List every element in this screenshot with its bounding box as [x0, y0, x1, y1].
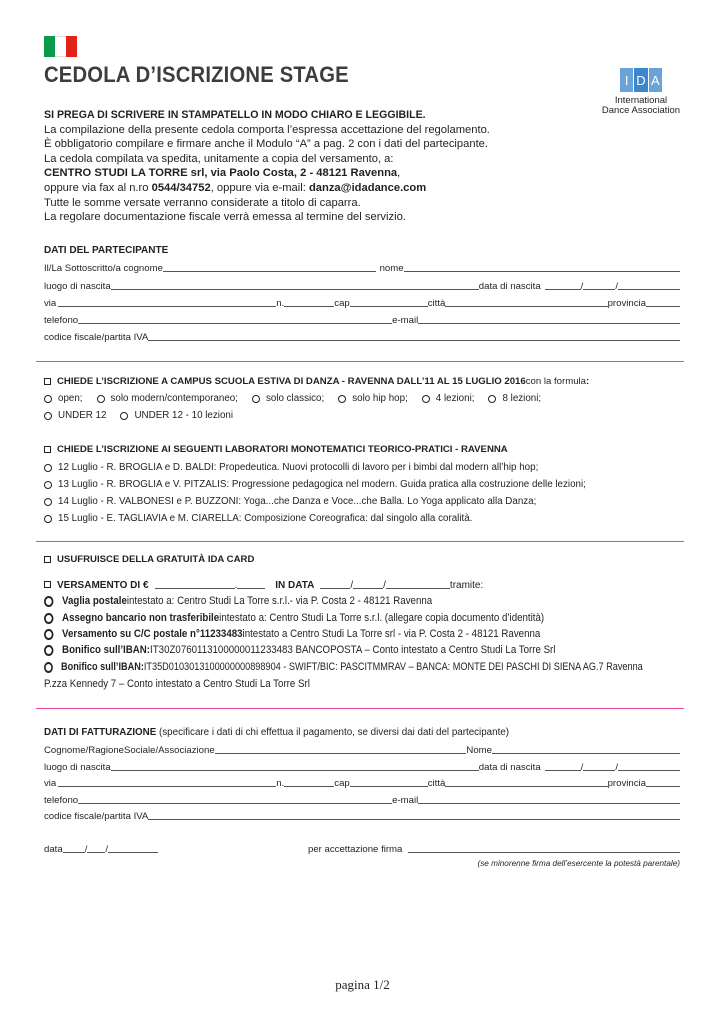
campus-options-row2 [44, 410, 233, 421]
birth-day-field[interactable] [545, 289, 581, 290]
billing-street-label: via [44, 778, 57, 789]
checkbox-icon[interactable] [44, 556, 51, 563]
surname-label: Il/La Sottoscritto/a cognome [44, 263, 163, 274]
intro-block [44, 105, 684, 225]
address-text: CENTRO STUDI LA TORRE srl, via Paolo Costa, 2 - 48121 Ravenna [44, 167, 398, 180]
flag-white-stripe [55, 36, 66, 57]
campus-heading-colon: : [586, 376, 590, 387]
address-end: , [397, 167, 401, 180]
divider [36, 708, 684, 709]
labs-heading [44, 444, 508, 455]
billing-street-field[interactable] [58, 786, 276, 787]
lab-item [44, 462, 538, 473]
checkbox-icon[interactable] [44, 446, 51, 453]
billing-taxcode-label: codice fiscale/partita IVA [44, 811, 149, 822]
option-open[interactable]: open; [58, 393, 83, 404]
email-field[interactable] [418, 323, 680, 324]
signature-date-row [44, 841, 166, 855]
payment-method [44, 595, 432, 607]
city-field[interactable] [445, 306, 607, 307]
logo-letter: D [633, 68, 648, 92]
method-name[interactable]: Assegno bancario non trasferibile [62, 612, 220, 624]
billing-province-field[interactable] [646, 786, 680, 787]
billing-zip-label: cap [334, 778, 350, 789]
email-label: e-mail [392, 315, 419, 326]
participant-heading: DATI DEL PARTECIPANTE [44, 245, 169, 256]
participant-row-name [44, 260, 680, 274]
sign-year-field[interactable] [108, 852, 158, 853]
slash: / [383, 580, 386, 591]
flag-green-stripe [44, 36, 55, 57]
intro-line: Tutte le somme versate verranno considerate a titolo di caparra. [44, 196, 361, 209]
participant-row-address [44, 295, 680, 309]
radio-icon[interactable] [44, 629, 53, 640]
fax-label: oppure via fax al n.ro [44, 181, 152, 194]
campus-heading-suffix: con la formula [525, 376, 586, 387]
slash: / [350, 580, 354, 591]
birthdate-label: data di nascita [478, 281, 541, 292]
participant-row-taxcode [44, 329, 680, 343]
radio-icon[interactable] [44, 596, 53, 607]
payment-amount-row [44, 577, 504, 591]
sign-month-field[interactable] [87, 852, 105, 853]
payment-method-continuation: P.zza Kennedy 7 – Conto intestato a Centro Studi La Torre Srl [44, 678, 310, 690]
billing-birth-day-field[interactable] [545, 770, 581, 771]
intro-address [44, 166, 684, 181]
option-8-lezioni[interactable]: 8 lezioni; [502, 393, 542, 404]
billing-birthplace-label: luogo di nascita [44, 762, 111, 773]
phone-label: telefono [44, 315, 79, 326]
flag-red-stripe [66, 36, 77, 57]
billing-row-name [44, 742, 680, 756]
billing-number-field[interactable] [284, 786, 334, 787]
labs-heading-text: CHIEDE L’ISCRIZIONE AI SEGUENTI LABORATORI MONOTEMATICI TEORICO-PRATICI - RAVENNA [57, 444, 508, 455]
method-name[interactable]: Vaglia postale [62, 595, 127, 607]
lab-item-text[interactable]: 12 Luglio - R. BROGLIA e D. BALDI: Propedeutica. Nuovi protocolli di lavoro per i bimbi dal modern all’hip hop; [58, 462, 539, 473]
billing-name-label: Nome [466, 745, 492, 756]
birthplace-label: luogo di nascita [44, 281, 111, 292]
participant-row-contact [44, 312, 680, 326]
street-field[interactable] [58, 306, 276, 307]
radio-icon[interactable] [422, 395, 430, 403]
payment-method [44, 612, 544, 624]
radio-icon[interactable] [44, 464, 52, 472]
taxcode-label: codice fiscale/partita IVA [44, 332, 149, 343]
option-modern[interactable]: solo modern/contemporaneo; [110, 393, 238, 404]
option-under12-10[interactable]: UNDER 12 - 10 lezioni [134, 410, 234, 421]
phone-field[interactable] [78, 323, 392, 324]
pay-month-field[interactable] [353, 588, 383, 589]
method-detail: IT35D0103013100000000898904 - SWIFT/BIC: PASCITMMRAV – BANCA: MONTE DEI PASCHI DI SIENA AG.7 Ravenna [143, 661, 643, 673]
billing-phone-field[interactable] [78, 803, 392, 804]
province-field[interactable] [646, 306, 680, 307]
billing-heading-note: (specificare i dati di chi effettua il pagamento, se diversi dai dati del partecipante) [156, 727, 509, 738]
radio-icon[interactable] [338, 395, 346, 403]
city-label: città [427, 298, 446, 309]
lab-item [44, 513, 472, 524]
billing-row-contact [44, 792, 680, 806]
billing-phone-label: telefono [44, 795, 79, 806]
method-detail: intestato a: Centro Studi La Torre s.r.l. (allegare copia documento d’identità) [219, 612, 545, 624]
billing-heading-text: DATI DI FATTURAZIONE [44, 727, 157, 738]
method-detail: intestato a Centro Studi La Torre srl - via P. Costa 2 - 48121 Ravenna [242, 628, 541, 640]
method-detail: intestato a: Centro Studi La Torre s.r.l.- via P. Costa 2 - 48121 Ravenna [126, 595, 433, 607]
amount-dot: . [234, 580, 238, 591]
billing-birth-year-field[interactable] [618, 770, 680, 771]
billing-name-field[interactable] [492, 753, 680, 754]
checkbox-icon[interactable] [44, 581, 51, 588]
billing-surname-label: Cognome/RagioneSociale/Associazione [44, 745, 215, 756]
radio-icon[interactable] [44, 395, 52, 403]
slash: / [84, 844, 88, 855]
zip-field[interactable] [350, 306, 428, 307]
intro-line: La cedola compilata va spedita, unitamente a copia del versamento, a: [44, 152, 394, 165]
slash: / [580, 762, 584, 773]
billing-birthdate-label: data di nascita [478, 762, 541, 773]
signature-row [308, 841, 680, 855]
slash: / [615, 281, 618, 292]
taxcode-field[interactable] [148, 340, 680, 341]
logo-letter: A [649, 68, 662, 92]
page-number: pagina 1/2 [335, 977, 390, 992]
birthplace-field[interactable] [111, 289, 479, 290]
ida-card-option [44, 554, 254, 565]
date-label: IN DATA [275, 580, 315, 591]
radio-icon[interactable] [44, 662, 53, 673]
birth-month-field[interactable] [583, 289, 615, 290]
amount-decimals-field[interactable] [237, 588, 265, 589]
campus-heading-text: CHIEDE L’ISCRIZIONE A CAMPUS SCUOLA ESTIVA DI DANZA - RAVENNA DALL’11 AL 15 LUGLIO 2016 [57, 376, 526, 387]
radio-icon[interactable] [44, 515, 52, 523]
radio-icon[interactable] [488, 395, 496, 403]
slash: / [105, 844, 109, 855]
slash: / [615, 762, 618, 773]
option-classico[interactable]: solo classico; [265, 393, 325, 404]
radio-icon[interactable] [44, 645, 53, 656]
billing-zip-field[interactable] [350, 786, 428, 787]
lab-item-text[interactable]: 15 Luglio - E. TAGLIAVIA e M. CIARELLA: Composizione Coreografica: dal singolo alla coralità. [58, 513, 473, 524]
email-address[interactable]: danza@idadance.com [308, 181, 427, 194]
zip-label: cap [334, 298, 350, 309]
pay-year-field[interactable] [386, 588, 450, 589]
billing-surname-field[interactable] [215, 753, 467, 754]
province-label: provincia [607, 298, 646, 309]
logo-line1: International [614, 95, 668, 106]
payment-method [44, 644, 555, 656]
lab-item-text[interactable]: 13 Luglio - R. BROGLIA e V. PITZALIS: Progressione pedagogica nel modern. Guida pratica alla costruzione delle lezioni; [58, 479, 586, 490]
checkbox-icon[interactable] [44, 378, 51, 385]
radio-icon[interactable] [120, 412, 128, 420]
option-hiphop[interactable]: solo hip hop; [352, 393, 408, 404]
logo-line2: Dance Association [601, 105, 681, 116]
logo-letter: I [620, 68, 633, 92]
street-label: via [44, 298, 57, 309]
name-label: nome [379, 263, 404, 274]
participant-row-birth [44, 278, 680, 292]
signature-field[interactable] [408, 852, 680, 853]
option-4-lezioni[interactable]: 4 lezioni; [435, 393, 475, 404]
method-detail: IT30Z0760113100000011233483 BANCOPOSTA – Conto intestato a Centro Studi La Torre Srl [150, 644, 556, 656]
pay-day-field[interactable] [320, 588, 350, 589]
radio-icon[interactable] [97, 395, 105, 403]
billing-number-label: n. [276, 778, 285, 789]
billing-heading [44, 727, 509, 738]
option-under12[interactable]: UNDER 12 [58, 410, 107, 421]
divider [36, 361, 684, 362]
ida-card-text: USUFRUISCE DELLA GRATUITÀ IDA CARD [57, 554, 255, 565]
billing-email-field[interactable] [418, 803, 680, 804]
billing-birth-month-field[interactable] [583, 770, 615, 771]
signature-note: (se minorenne firma dell’esercente la potestà parentale) [477, 859, 680, 868]
radio-icon[interactable] [44, 498, 52, 506]
billing-city-label: città [427, 778, 446, 789]
signature-label: per accettazione firma [308, 844, 403, 855]
campus-options-row1 [44, 393, 541, 404]
birth-year-field[interactable] [618, 289, 680, 290]
via-label: tramite: [449, 580, 484, 591]
italian-flag-icon [44, 36, 77, 57]
intro-line: La regolare documentazione fiscale verrà emessa al termine del servizio. [44, 211, 406, 224]
page-title: CEDOLA D’ISCRIZIONE STAGE [44, 62, 349, 87]
billing-row-taxcode [44, 808, 680, 822]
intro-heading: SI PREGA DI SCRIVERE IN STAMPATELLO IN MODO CHIARO E LEGGIBILE. [44, 109, 426, 121]
intro-contact [44, 181, 684, 196]
radio-icon[interactable] [44, 613, 53, 624]
method-name[interactable]: Bonifico sull’IBAN: [61, 661, 144, 673]
radio-icon[interactable] [44, 412, 52, 420]
fax-number: 0544/34752 [151, 181, 211, 194]
number-label: n. [276, 298, 285, 309]
payment-method [44, 628, 540, 640]
sign-day-field[interactable] [63, 852, 85, 853]
radio-icon[interactable] [252, 395, 260, 403]
intro-line: La compilazione della presente cedola comporta l’espressa accettazione del regolamento. [44, 123, 490, 136]
billing-row-address [44, 775, 680, 789]
name-field[interactable] [404, 271, 680, 272]
lab-item-text[interactable]: 14 Luglio - R. VALBONESI e P. BUZZONI: Yoga...che Danza e Voce...che Balla. Lo Yoga applicato alla Danza; [58, 496, 537, 507]
billing-birthplace-field[interactable] [111, 770, 479, 771]
method-name[interactable]: Versamento su C/C postale n°11233483 [62, 628, 243, 640]
billing-email-label: e-mail [392, 795, 419, 806]
billing-taxcode-field[interactable] [148, 819, 680, 820]
lab-item [44, 496, 536, 507]
email-label: , oppure via e-mail: [210, 181, 309, 194]
surname-field[interactable] [163, 271, 376, 272]
number-field[interactable] [284, 306, 334, 307]
slash: / [580, 281, 584, 292]
signature-date-label: data [44, 844, 63, 855]
lab-item [44, 479, 586, 490]
payment-method [44, 661, 643, 673]
amount-field[interactable] [155, 588, 235, 589]
billing-row-birth [44, 759, 680, 773]
intro-line: È obbligatorio compilare e firmare anche il Modulo “A” a pag. 2 con i dati del partecipante. [44, 138, 489, 151]
billing-city-field[interactable] [445, 786, 607, 787]
divider [36, 541, 684, 542]
radio-icon[interactable] [44, 481, 52, 489]
campus-heading [44, 376, 589, 387]
method-name[interactable]: Bonifico sull’IBAN: [62, 644, 151, 656]
ida-logo-mark [620, 68, 662, 92]
billing-province-label: provincia [607, 778, 646, 789]
amount-label: VERSAMENTO DI € [57, 580, 149, 591]
